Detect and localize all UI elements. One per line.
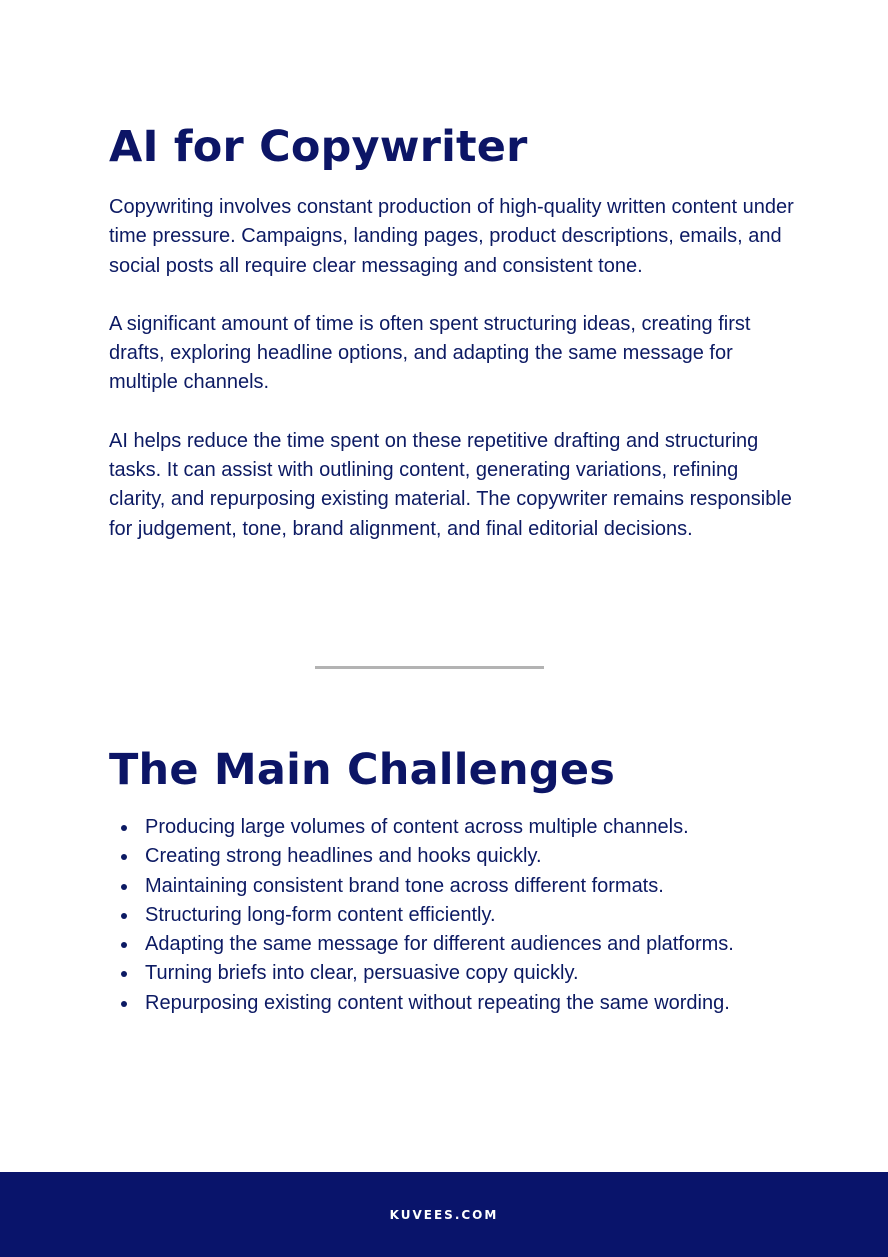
list-item-text: Maintaining consistent brand tone across different formats.	[145, 874, 664, 897]
list-item-text: Adapting the same message for different audiences and platforms.	[145, 933, 734, 956]
challenges-list	[109, 813, 809, 1018]
bullet-icon	[121, 1001, 127, 1007]
list-item	[109, 989, 809, 1018]
bullet-icon	[121, 913, 127, 919]
list-item	[109, 872, 809, 901]
list-item	[109, 930, 809, 959]
paragraph: A significant amount of time is often spent structuring ideas, creating first drafts, exploring headline options, and adapting the same message for multiple channels.	[109, 312, 751, 394]
list-item-text: Turning briefs into clear, persuasive copy quickly.	[145, 962, 579, 985]
footer-site-link[interactable]: KUVEES.COM	[389, 1208, 499, 1222]
list-item	[109, 842, 809, 871]
bullet-icon	[121, 942, 127, 948]
bullet-icon	[121, 825, 127, 831]
section-title-ai-for-copywriter: AI for Copywriter	[109, 122, 528, 172]
list-item-text: Creating strong headlines and hooks quickly.	[145, 845, 542, 868]
bullet-icon	[121, 971, 127, 977]
intro-paragraphs	[109, 193, 799, 573]
footer-bar	[0, 1172, 888, 1257]
bullet-icon	[121, 854, 127, 860]
list-item-text: Repurposing existing content without repeating the same wording.	[145, 991, 730, 1014]
paragraph: Copywriting involves constant production of high-quality written content under time pressure. Campaigns, landing pages, product descriptions, emails, and social posts all require clear messaging and consistent tone.	[109, 196, 794, 277]
paragraph: AI helps reduce the time spent on these repetitive drafting and structuring tasks. It can assist with outlining content, generating variations, refining clarity, and repurposing existing material. The copywriter remains responsible for judgement, tone, brand alignment, and final editorial decisions.	[109, 429, 792, 540]
list-item	[109, 901, 809, 930]
section-divider	[315, 666, 544, 669]
bullet-icon	[121, 884, 127, 890]
list-item-text: Structuring long-form content efficiently.	[145, 903, 496, 926]
list-item-text: Producing large volumes of content across multiple channels.	[145, 816, 689, 838]
section-title-main-challenges: The Main Challenges	[109, 745, 615, 795]
list-item	[109, 813, 809, 842]
list-item	[109, 959, 809, 988]
